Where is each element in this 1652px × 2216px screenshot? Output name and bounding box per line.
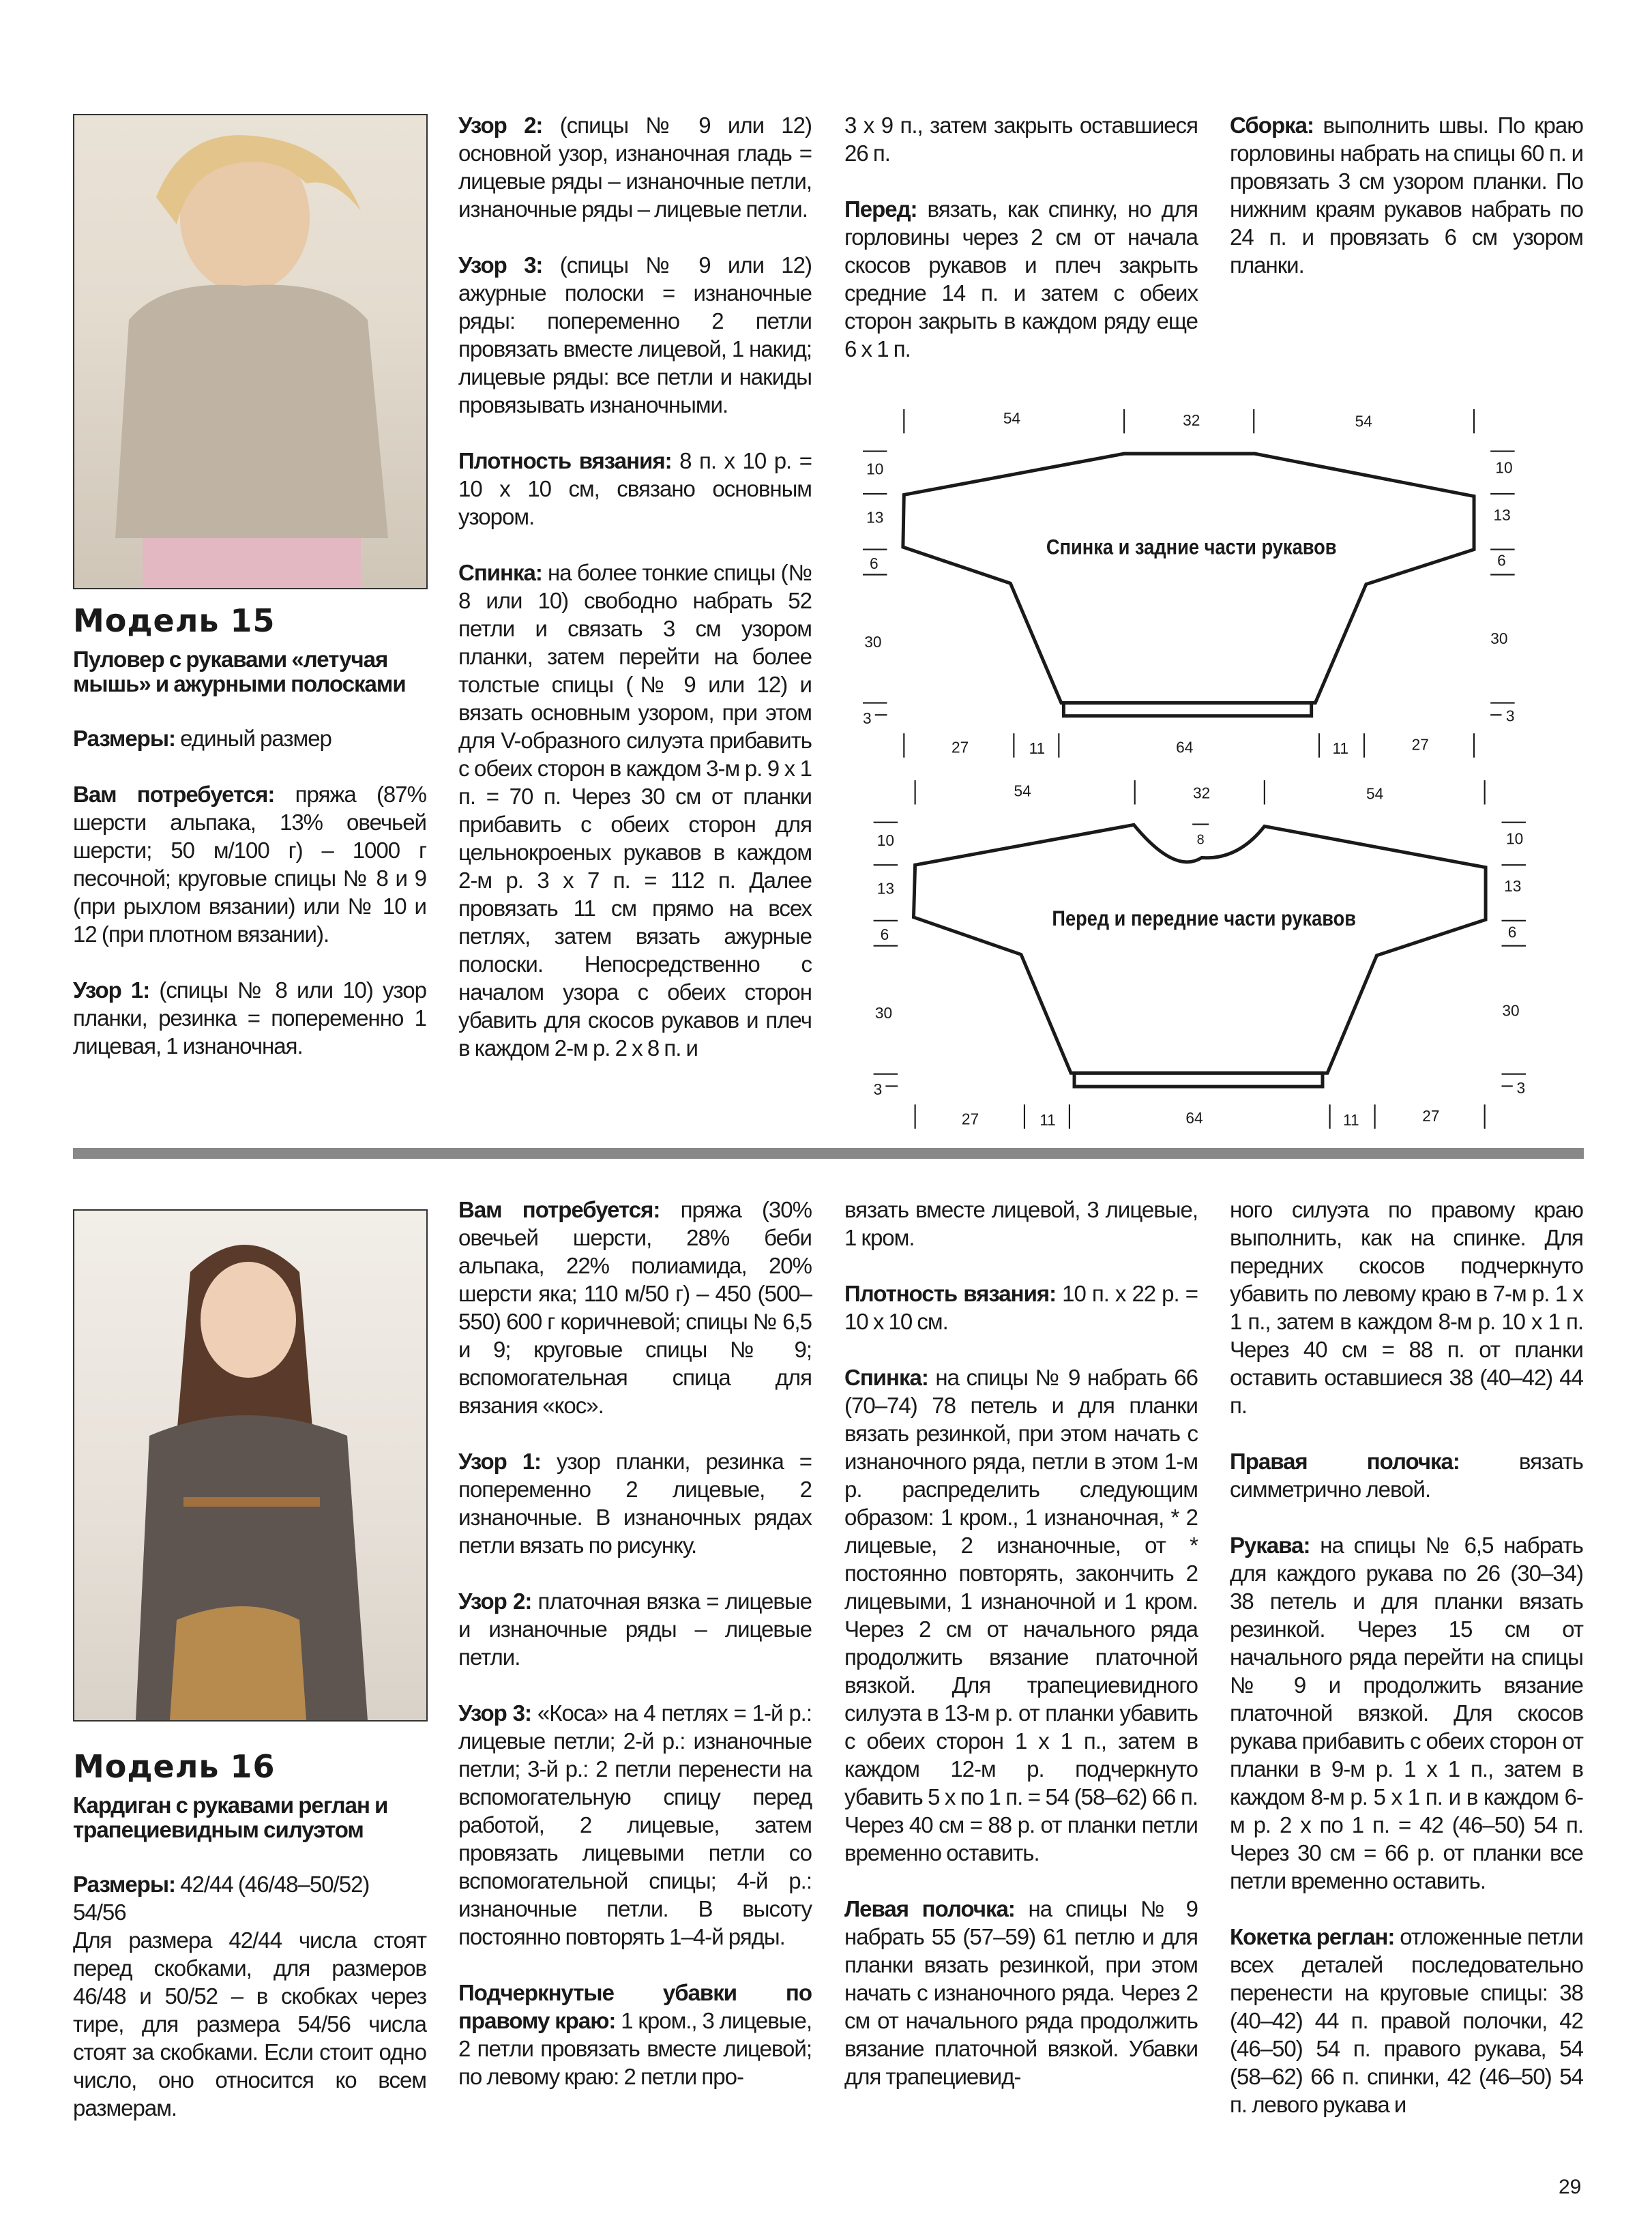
dim-label: 11 (1343, 1110, 1359, 1129)
paragraph-lead: Узор 2: (458, 113, 543, 138)
dim-label: 27 (961, 1110, 979, 1128)
model-16-column-3 (844, 1196, 1198, 2118)
model-15-title: Модель 15 (73, 602, 276, 639)
dim-label: 30 (874, 1004, 893, 1022)
paragraph-text: (спицы № 9 или 12) ажурные полоски = изнаночные ряды: попеременно 2 петли провязать вместе лицевой, 1 накид; лицевые ряды: все петли и накиды провязывать изнаночными. (458, 252, 812, 417)
neck-depth-label: 8 (1196, 832, 1205, 848)
paragraph (844, 1895, 1198, 2091)
paragraph-text: ного силуэта по правому краю выполнить, как на спинке. Для передних скосов подчеркнуто убавить по левому краю в 7-м р. 1 х 1 п., затем в каждом 8-м р. 10 х 1 п. Через 40 см = 88 п. от планки оставить оставшиеся 38 (40–42) 44 п. (1230, 1197, 1583, 1418)
dim-label: 54 (1003, 409, 1021, 428)
paragraph-text: 10 п. х 22 р. = 10 х 10 см. (844, 1281, 1198, 1334)
dim-label: 10 (1506, 829, 1524, 848)
paragraph (73, 1926, 426, 2122)
paragraph (1230, 1447, 1583, 1503)
model-16-column-4 (1230, 1196, 1583, 2146)
dim-label: 3 (873, 1080, 883, 1099)
model-15-column-1 (73, 602, 426, 1088)
paragraph (458, 1699, 812, 1951)
paragraph-lead: Вам потребуется: (73, 782, 275, 807)
paragraph-text: (спицы № 8 или 10) узор планки, резинка = попеременно 1 лицевая, 1 изнаночная. (73, 977, 426, 1059)
dim-label: 27 (951, 738, 969, 756)
dim-label: 13 (1504, 877, 1522, 896)
paragraph-lead: Вам потребуется: (458, 1197, 660, 1222)
paragraph-text: 42/44 (46/48–50/52) 54/56 (73, 1872, 370, 1925)
paragraph-text: единый размер (175, 726, 331, 751)
paragraph (458, 251, 812, 419)
back-piece-outline (903, 454, 1474, 716)
dim-label: 54 (1366, 784, 1384, 803)
paragraph-lead: Размеры: (73, 1872, 176, 1897)
paragraph (458, 1447, 812, 1559)
model-16-photo (73, 1209, 428, 1722)
dim-label: 13 (866, 508, 884, 527)
paragraph-lead: Кокетка реглан: (1230, 1924, 1395, 1949)
paragraph-text: 1 кром., 3 лицевые, 2 петли провязать вместе лицевой; по левому краю: 2 петли про- (458, 2008, 812, 2089)
paragraph-text: вязать, как спинку, но для горловины через 2 см от начала скосов рукавов и плеч закрыть средние 14 п. и затем с обеих сторон закрыть в каждом ряду еще 6 х 1 п. (844, 196, 1198, 361)
paragraph-lead: Правая полочка: (1230, 1449, 1460, 1474)
dimension-ticks (863, 409, 1526, 1129)
paragraph (844, 1363, 1198, 1867)
dim-label: 30 (864, 632, 882, 651)
dim-label: 6 (870, 554, 879, 572)
paragraph-lead: Плотность вязания: (458, 448, 672, 473)
paragraph-text: пряжа (30% овечьей шерсти, 28% беби альпака, 22% полиамида, 20% шерсти яка; 110 м/50 г) – 450 (500–550) 600 г коричневой; спицы № 6,5 и 9; круговые спицы № 9; вспомогательная спица для вязания «кос». (458, 1197, 812, 1418)
paragraph-text: узор планки, резинка = попеременно 2 лицевые, 2 изнаночные. В изнаночных рядах петли вязать по рисунку. (458, 1449, 812, 1558)
paragraph-text: на спицы № 6,5 набрать для каждого рукава по 26 (30–34) 38 петель и для планки вязать резинкой. Через 15 см от начального ряда перейти на спицы № 9 и продолжить вязание платочной вязкой. Для скосов рукава прибавить с обеих сторон от планки в 9-м р. 1 х 1 п., затем в каждом 8-м р. 5 х 1 п. и в каждом 6-м р. 2 х по 1 п. = 42 (46–50) 54 п. Через 30 см = 66 р. от планки все петли временно оставить. (1230, 1533, 1583, 1893)
paragraph-text: (спицы № 9 или 12) основной узор, изнаночная гладь = лицевые ряды – изнаночные петли, изнаночные ряды – лицевые петли. (458, 113, 812, 222)
dim-label: 10 (866, 460, 884, 478)
paragraph-text: на более тонкие спицы (№ 8 или 10) свободно набрать 52 петли и связать 3 см узором планки, затем перейти на более толстые спицы (№ 9 или 12) и вязать основным узором, при этом для V-образного силуэта прибавить с обеих сторон в каждом 3-м р. 9 х 1 п. = 70 п. Через 30 см от планки прибавить с обеих сторон для цельнокроеных рукавов в каждом 2-м р. 3 х 7 п. = 112 п. Далее провязать 11 см прямо на всех петлях, затем вязать ажурные полоски. Непосредственно с началом узора с обеих сторон убавить для скосов рукавов и плеч в каждом 2-м р. 2 х 8 п. и (458, 560, 812, 1061)
paragraph-text: платочная вязка = лицевые и изнаночные ряды – лицевые петли. (458, 1589, 812, 1670)
paragraph (458, 1196, 812, 1419)
paragraph-lead: Размеры: (73, 726, 176, 751)
paragraph-lead: Перед: (844, 196, 917, 222)
paragraph-lead: Сборка: (1230, 113, 1314, 138)
dim-label: 11 (1029, 739, 1046, 757)
paragraph-text: «Коса» на 4 петлях = 1-й р.: лицевые петли; 2-й р.: изнаночные петли; 3-й р.: 2 петли перенести на вспомогательную спицу перед работой, 2 лицевые, затем провязать лицевыми петли со вспомогательной спицы; 4-й р.: изнаночные петли. В высоту постоянно повторять 1–4-й ряды. (458, 1700, 812, 1949)
model-16-title: Модель 16 (73, 1748, 276, 1785)
dim-label: 30 (1502, 1001, 1520, 1020)
paragraph (1230, 1531, 1583, 1895)
paragraph-text: на спицы № 9 набрать 55 (57–59) 61 петлю и для планки вязать резинкой, при этом начать с изнаночного ряда. Через 2 см от начального ряда продолжить вязание платочной вязкой. Убавки для трапециевид- (844, 1896, 1198, 2089)
dim-label: 3 (863, 709, 872, 728)
dim-label: 27 (1411, 735, 1429, 754)
model-16-column-2 (458, 1196, 812, 2118)
dim-label: 6 (1507, 923, 1517, 941)
front-piece-label: Перед и передние части рукавов (1052, 906, 1356, 930)
paragraph-lead: Узор 1: (73, 977, 150, 1003)
paragraph-text: на спицы № 9 набрать 66 (70–74) 78 петель и для планки вязать резинкой, при этом начать с изнаночного ряда, петли в этом 1-м р. распределить следующим образом: 1 кром., 1 изнаночная, * 2 лицевые, 2 изнаночные, от * постоянно повторять, закончить 2 лицевыми, 1 изнаночной и 1 кром. Через 2 см от начального ряда продолжить вязание платочной вязкой. Для трапециевидного силуэта в 13-м р. от планки убавить с обеих сторон 1 х 1 п., затем в каждом 12-м р. подчеркнуто убавить 5 х по 1 п. = 54 (58–62) 66 п. Через 40 см = 88 р. от планки петли временно оставить. (844, 1365, 1198, 1865)
model-15-subtitle: Пуловер с рукавами «летучая мышь» и ажурными полосками (73, 647, 406, 696)
dim-label: 54 (1014, 782, 1031, 800)
paragraph-lead: Узор 2: (458, 1589, 532, 1614)
paragraph-lead: Спинка: (844, 1365, 928, 1390)
model-15-column-3 (844, 111, 1198, 391)
paragraph-text: 8 п. х 10 р. = 10 х 10 см, связано основным узором. (458, 448, 812, 529)
paragraph (458, 447, 812, 531)
dim-label: 32 (1183, 411, 1200, 429)
paragraph-lead: Левая полочка: (844, 1896, 1015, 1921)
paragraph-text: 3 х 9 п., затем закрыть оставшиеся 26 п. (844, 113, 1198, 166)
dim-label: 3 (1516, 1079, 1526, 1097)
dim-label: 10 (1495, 458, 1513, 477)
model-15-column-4 (1230, 111, 1583, 307)
page-number: 29 (1559, 2176, 1582, 2198)
pattern-diagram (846, 396, 1596, 1129)
paragraph-text: вязать симметрично левой. (1230, 1449, 1583, 1502)
paragraph (844, 1196, 1198, 1252)
paragraph (1230, 1196, 1583, 1419)
paragraph-lead: Узор 1: (458, 1449, 542, 1474)
dim-label: 64 (1176, 738, 1194, 756)
dim-label: 54 (1355, 412, 1372, 430)
paragraph (73, 1870, 426, 1926)
dim-label: 11 (1039, 1110, 1056, 1129)
paragraph (844, 195, 1198, 363)
dim-label: 32 (1192, 784, 1211, 802)
paragraph-lead: Узор 3: (458, 1700, 531, 1726)
paragraph (844, 111, 1198, 167)
paragraph-text: пряжа (87% шерсти альпака, 13% овечьей шерсти; 50 м/100 г) – 1000 г песочной; круговые спицы № 8 и 9 (при рыхлом вязании) или № 10 и 12 (при плотном вязании). (73, 782, 426, 947)
dim-label: 3 (1505, 707, 1515, 725)
paragraph (1230, 1923, 1583, 2118)
paragraph-lead: Рукава: (1230, 1533, 1310, 1558)
paragraph (1230, 111, 1583, 279)
model-15-photo (73, 114, 428, 589)
dim-label: 27 (1422, 1107, 1440, 1125)
paragraph (73, 724, 426, 752)
paragraph-lead: Спинка: (458, 560, 542, 585)
paragraph (844, 1280, 1198, 1335)
paragraph (458, 559, 812, 1062)
paragraph-text: вязать вместе лицевой, 3 лицевые, 1 кром. (844, 1197, 1198, 1250)
dim-label: 30 (1490, 629, 1508, 647)
paragraph-lead: Подчеркнутые убавки по правому краю: (458, 1980, 812, 2033)
paragraph (73, 780, 426, 948)
paragraph-text: выполнить швы. По краю горловины набрать на спицы 60 п. и провязать 3 см узором планки. По нижним краям рукавов набрать по 24 п. и провязать 6 см узором планки. (1230, 113, 1583, 278)
model-15-column-2 (458, 111, 812, 1090)
model-16-column-1 (73, 1748, 426, 2150)
dim-label: 64 (1185, 1109, 1203, 1127)
paragraph-text: Для размера 42/44 числа стоят перед скобками, для размеров 46/48 и 50/52 – в скобках через тире, для размера 54/56 числа стоят за скобками. Если стоит одно число, оно относится ко всем размерам. (73, 1927, 426, 2121)
front-piece-outline (913, 825, 1486, 1087)
paragraph (458, 1979, 812, 2091)
paragraph-lead: Узор 3: (458, 252, 543, 278)
paragraph (458, 1587, 812, 1671)
dim-label: 13 (1493, 506, 1511, 525)
dim-label: 6 (1497, 551, 1506, 570)
paragraph-lead: Плотность вязания: (844, 1281, 1057, 1306)
model-16-subtitle: Кардиган с рукавами реглан и трапециевидным силуэтом (73, 1792, 388, 1842)
dim-label: 11 (1332, 739, 1349, 757)
dim-label: 13 (876, 879, 894, 898)
paragraph (458, 111, 812, 223)
dim-label: 6 (880, 926, 889, 944)
paragraph (73, 976, 426, 1060)
paragraph-text: отложенные петли всех деталей последовательно перенести на круговые спицы: 38 (40–42) 44 п. правой полочки, 42 (46–50) 54 п. правого рукава, 54 (58–62) 66 п. спинки, 42 (46–50) 54 п. левого рукава и (1230, 1924, 1583, 2117)
section-divider (73, 1148, 1584, 1159)
back-piece-label: Спинка и задние части рукавов (1046, 535, 1337, 559)
dim-label: 10 (876, 831, 894, 849)
